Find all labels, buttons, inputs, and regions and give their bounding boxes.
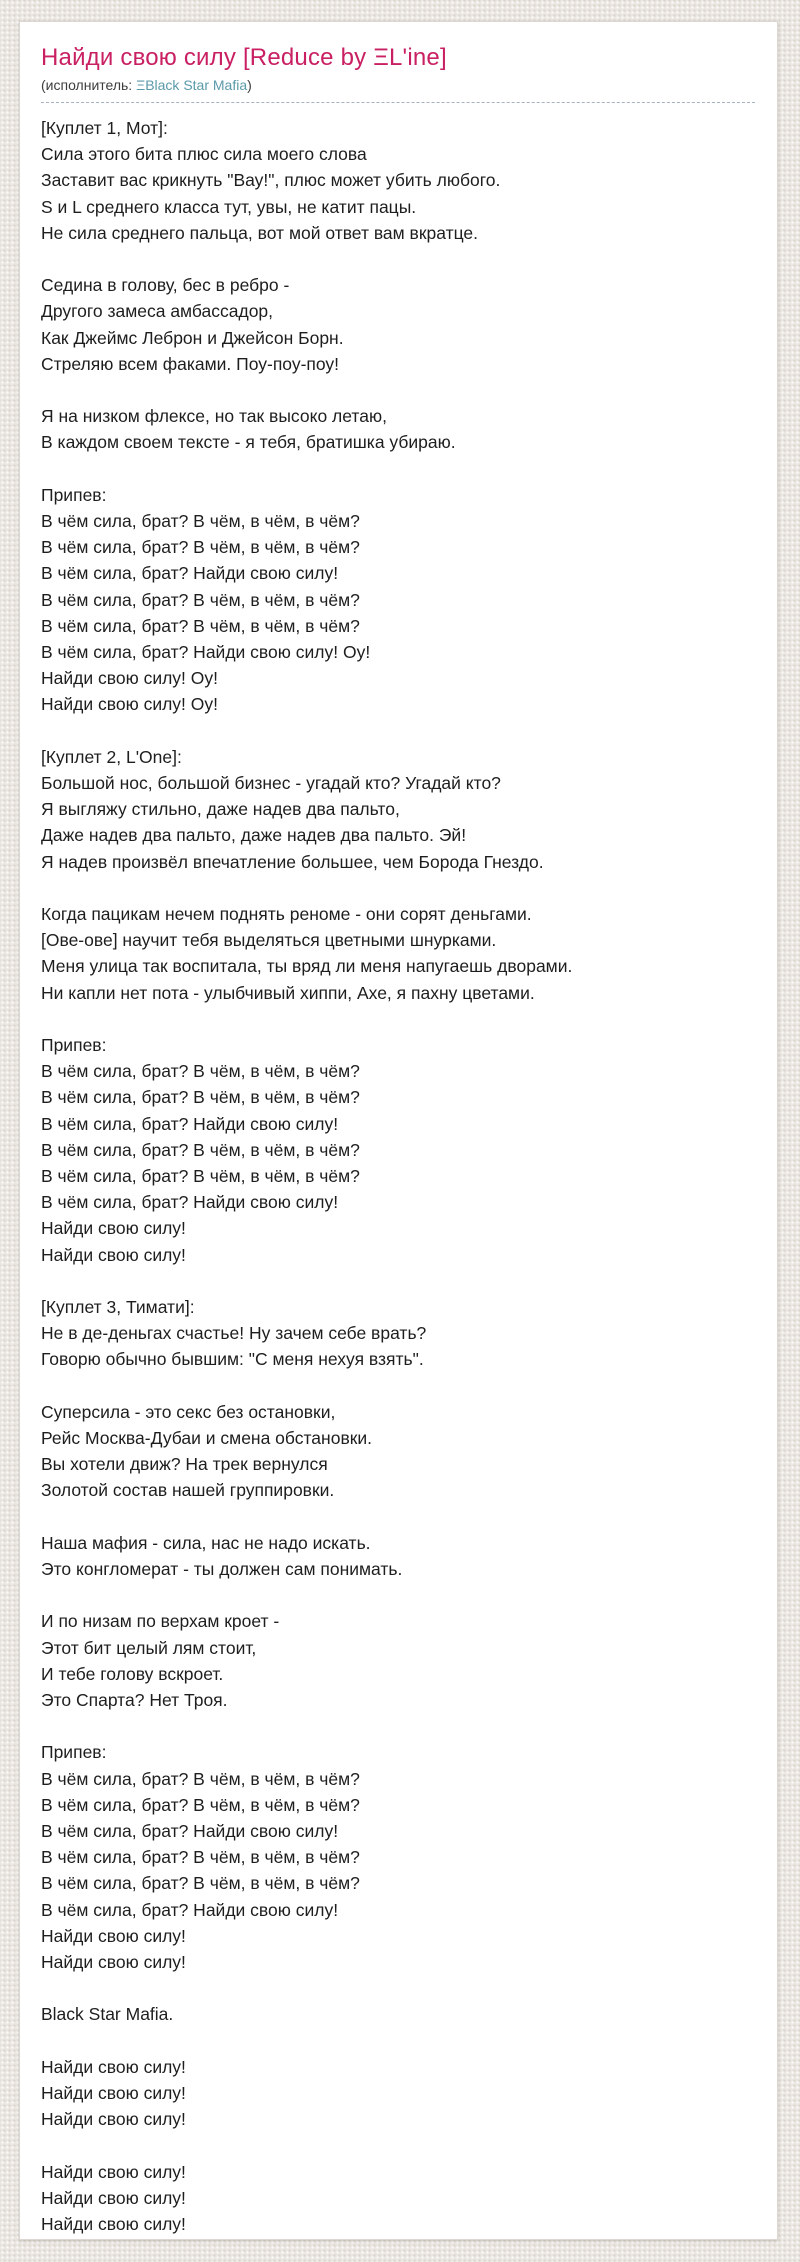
- lyric-line: Я на низком флексе, но так высоко летаю,: [41, 406, 387, 427]
- lyric-line: Найди свою силу!: [41, 1218, 186, 1239]
- artist-label-suffix: ): [247, 77, 252, 93]
- lyric-line: Золотой состав нашей группировки.: [41, 1480, 335, 1501]
- lyric-line: В каждом своем тексте - я тебя, братишка убираю.: [41, 432, 456, 453]
- lyric-line: Этот бит целый лям стоит,: [41, 1637, 257, 1658]
- lyric-line: [41, 718, 755, 744]
- lyric-line: Припев:: [41, 484, 107, 505]
- lyric-line: Наша мафия - сила, нас не надо искать.: [41, 1532, 371, 1553]
- lyric-line: В чём сила, брат? Найди свою силу!: [41, 1821, 339, 1842]
- lyric-line: В чём сила, брат? В чём, в чём, в чём?: [41, 1087, 360, 1108]
- artist-link[interactable]: ΞBlack Star Mafia: [136, 77, 248, 93]
- lyric-line: [Куплет 3, Тимати]:: [41, 1297, 195, 1318]
- lyric-line: В чём сила, брат? В чём, в чём, в чём?: [41, 1768, 360, 1789]
- lyric-line: В чём сила, брат? Найди свою силу!: [41, 563, 339, 584]
- lyrics: [41, 115, 755, 2237]
- artist-line: [41, 77, 755, 103]
- lyric-line: Суперсила - это секс без остановки,: [41, 1401, 336, 1422]
- lyric-line: [Куплет 1, Мот]:: [41, 118, 168, 138]
- lyric-line: В чём сила, брат? В чём, в чём, в чём?: [41, 537, 360, 558]
- lyric-line: Меня улица так воспитала, ты вряд ли меня напугаешь дворами.: [41, 956, 573, 977]
- lyric-line: Найди свою силу!: [41, 2083, 186, 2104]
- lyric-line: Black Star Mafia.: [41, 2004, 174, 2025]
- lyric-line: В чём сила, брат? В чём, в чём, в чём?: [41, 589, 360, 610]
- lyric-line: Ни капли нет пота - улыбчивый хиппи, Ахе, я пахну цветами.: [41, 982, 535, 1003]
- lyric-line: Найди свою силу!: [41, 2056, 186, 2077]
- lyric-line: Найди свою силу!: [41, 2161, 186, 2182]
- lyric-line: [41, 456, 755, 482]
- lyric-line: Рейс Москва-Дубаи и смена обстановки.: [41, 1428, 373, 1449]
- lyric-line: В чём сила, брат? В чём, в чём, в чём?: [41, 1166, 360, 1187]
- lyric-line: Найди свою силу!: [41, 2187, 186, 2208]
- lyric-line: Найди свою силу!: [41, 2214, 186, 2235]
- lyric-line: В чём сила, брат? В чём, в чём, в чём?: [41, 1873, 360, 1894]
- lyric-line: [41, 2028, 755, 2054]
- lyric-line: Найди свою силу!: [41, 2109, 186, 2130]
- lyric-line: [41, 377, 755, 403]
- lyric-line: Не в де-деньгах счастье! Ну зачем себе врать?: [41, 1323, 427, 1344]
- lyrics-card: [19, 21, 778, 2240]
- lyric-line: Это конгломерат - ты должен сам понимать.: [41, 1559, 403, 1580]
- lyric-line: В чём сила, брат? Найди свою силу!: [41, 1113, 339, 1134]
- lyric-line: И тебе голову вскроет.: [41, 1663, 224, 1684]
- lyric-line: Как Джеймс Леброн и Джейсон Борн.: [41, 327, 344, 348]
- lyric-line: Припев:: [41, 1035, 107, 1056]
- lyric-line: И по низам по верхам кроет -: [41, 1611, 280, 1632]
- lyric-line: Найди свою силу! Оу!: [41, 668, 218, 689]
- lyric-line: S и L среднего класса тут, увы, не катит пацы.: [41, 196, 417, 217]
- lyric-line: В чём сила, брат? Найди свою силу!: [41, 1899, 339, 1920]
- lyric-line: Вы хотели движ? На трек вернулся: [41, 1454, 328, 1475]
- lyric-line: [41, 246, 755, 272]
- lyric-line: [Куплет 2, L'One]:: [41, 746, 182, 767]
- lyric-line: Большой нос, большой бизнес - угадай кто? Угадай кто?: [41, 773, 501, 794]
- lyric-line: [41, 875, 755, 901]
- lyric-line: Когда пацикам нечем поднять реноме - они сорят деньгами.: [41, 904, 532, 925]
- lyric-line: Стреляю всем факами. Поу-поу-поу!: [41, 353, 340, 374]
- lyric-line: [41, 1975, 755, 2001]
- lyric-line: Найди свою силу!: [41, 1952, 186, 1973]
- lyric-line: [Ове-ове] научит тебя выделяться цветными шнурками.: [41, 930, 497, 951]
- lyric-line: Это Спарта? Нет Троя.: [41, 1690, 228, 1711]
- lyric-line: В чём сила, брат? В чём, в чём, в чём?: [41, 615, 360, 636]
- lyric-line: Я выгляжу стильно, даже надев два пальто,: [41, 799, 400, 820]
- lyric-line: [41, 1504, 755, 1530]
- lyric-line: Найди свою силу!: [41, 1925, 186, 1946]
- lyric-line: Я надев произвёл впечатление большее, чем Борода Гнездо.: [41, 851, 544, 872]
- lyric-line: Припев:: [41, 1742, 107, 1763]
- lyric-line: [41, 1006, 755, 1032]
- lyric-line: [41, 1373, 755, 1399]
- lyric-line: Другого замеса амбассадор,: [41, 301, 274, 322]
- song-title: Найди свою силу [Reduce by ΞL'ine]: [41, 44, 447, 71]
- lyric-line: В чём сила, брат? В чём, в чём, в чём?: [41, 1847, 360, 1868]
- lyric-line: [41, 2132, 755, 2158]
- lyric-line: Даже надев два пальто, даже надев два пальто. Эй!: [41, 825, 467, 846]
- lyric-line: Говорю обычно бывшим: "С меня нехуя взять".: [41, 1349, 424, 1370]
- lyric-line: [41, 1582, 755, 1608]
- lyric-line: В чём сила, брат? В чём, в чём, в чём?: [41, 1139, 360, 1160]
- lyric-line: [41, 1268, 755, 1294]
- lyric-line: Найди свою силу! Оу!: [41, 694, 218, 715]
- lyric-line: В чём сила, брат? В чём, в чём, в чём?: [41, 1061, 360, 1082]
- lyric-line: Сила этого бита плюс сила моего слова: [41, 144, 367, 165]
- lyric-line: Найди свою силу!: [41, 1244, 186, 1265]
- lyric-line: В чём сила, брат? В чём, в чём, в чём?: [41, 511, 360, 531]
- lyric-line: Не сила среднего пальца, вот мой ответ вам вкратце.: [41, 222, 479, 243]
- artist-label: (исполнитель:: [41, 77, 137, 93]
- lyric-line: Заставит вас крикнуть "Вау!", плюс может убить любого.: [41, 170, 501, 191]
- lyric-line: Седина в голову, бес в ребро -: [41, 275, 290, 296]
- lyric-line: В чём сила, брат? Найди свою силу!: [41, 1192, 339, 1213]
- lyric-line: В чём сила, брат? Найди свою силу! Оу!: [41, 642, 371, 663]
- lyric-line: В чём сила, брат? В чём, в чём, в чём?: [41, 1794, 360, 1815]
- lyric-line: [41, 1713, 755, 1739]
